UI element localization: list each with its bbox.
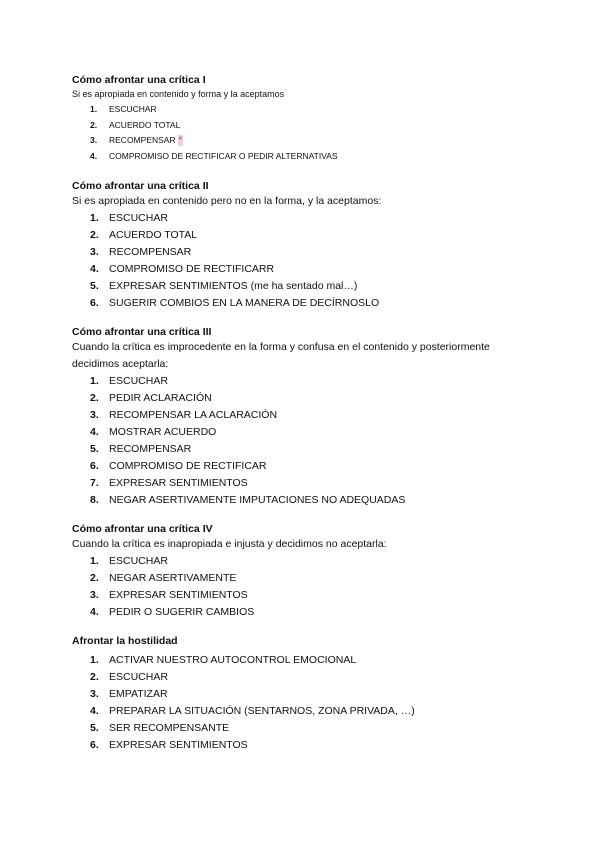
section-heading: Cómo afrontar una crítica III <box>72 326 212 339</box>
list-number: 6. <box>90 297 99 310</box>
list-item <box>72 553 532 570</box>
list-item <box>72 261 532 278</box>
list-item-text: EXPRESAR SENTIMIENTOS <box>109 589 248 602</box>
list-item-text: ACUERDO TOTAL <box>109 119 181 130</box>
list-item-text: ACUERDO TOTAL <box>109 229 198 242</box>
list-number: 8. <box>90 494 99 507</box>
list-item-text: EXPRESAR SENTIMIENTOS <box>109 477 248 490</box>
section-heading: Cómo afrontar una crítica II <box>72 180 209 193</box>
list-number: 5. <box>90 280 99 293</box>
list-item-text: RECOMPENSAR <box>109 135 176 146</box>
list-item <box>72 373 532 390</box>
list-item <box>72 295 532 312</box>
list-number: 3. <box>90 589 99 602</box>
section-intro: Si es apropiada en contenido pero no en la forma, y la aceptamos: <box>72 195 382 208</box>
list-item-text: RECOMPENSAR <box>109 246 192 259</box>
section-hostilidad <box>72 635 532 754</box>
list-item <box>72 686 532 703</box>
list-number: 3. <box>90 135 98 146</box>
list-item <box>72 604 532 621</box>
comment-marker[interactable]: * <box>178 135 183 146</box>
list-item <box>72 441 532 458</box>
list-item <box>72 570 532 587</box>
list-item-text: ESCUCHAR <box>109 671 168 684</box>
list-item <box>72 458 532 475</box>
list-number: 4. <box>90 705 99 718</box>
list-number: 2. <box>90 671 99 684</box>
list-item-text: MOSTRAR ACUERDO <box>109 426 217 439</box>
list-item <box>72 149 532 165</box>
list-item-text: SUGERIR COMBIOS EN LA MANERA DE DECÍRNOSLO <box>109 297 380 310</box>
document-page <box>72 72 532 754</box>
list-item <box>72 102 532 118</box>
section-critica-3 <box>72 326 532 509</box>
list-number: 1. <box>90 654 99 667</box>
list-number: 4. <box>90 606 99 619</box>
list-number: 2. <box>90 229 99 242</box>
list-item-text: NEGAR ASERTIVAMENTE <box>109 572 237 585</box>
list-item-text: PEDIR ACLARACIÓN <box>109 392 212 405</box>
list-item <box>72 407 532 424</box>
numbered-list <box>72 373 532 509</box>
list-number: 2. <box>90 119 98 130</box>
section-intro-line: Cuando la crítica es improcedente en la forma y confusa en el contenido y posteriormente <box>72 341 490 354</box>
list-item <box>72 244 532 261</box>
list-item <box>72 210 532 227</box>
list-item-text: COMPROMISO DE RECTIFICAR <box>109 460 267 473</box>
list-number: 3. <box>90 409 99 422</box>
list-item-text: PREPARAR LA SITUACIÓN (SENTARNOS, ZONA PRIVADA, …) <box>109 705 415 718</box>
list-number: 4. <box>90 150 98 161</box>
list-item-text: ACTIVAR NUESTRO AUTOCONTROL EMOCIONAL <box>109 654 357 667</box>
section-critica-4 <box>72 523 532 621</box>
list-number: 7. <box>90 477 99 490</box>
list-number: 1. <box>90 212 99 225</box>
section-heading: Cómo afrontar una crítica IV <box>72 523 213 536</box>
list-number: 5. <box>90 443 99 456</box>
section-intro-line: decidimos aceptarla: <box>72 358 169 371</box>
list-item-text: ESCUCHAR <box>109 555 168 568</box>
list-item-text: PEDIR O SUGERIR CAMBIOS <box>109 606 255 619</box>
list-number: 2. <box>90 572 99 585</box>
list-item <box>72 669 532 686</box>
list-number: 5. <box>90 722 99 735</box>
section-heading: Afrontar la hostilidad <box>72 635 178 648</box>
list-item <box>72 278 532 295</box>
list-item <box>72 390 532 407</box>
list-item-text: EMPATIZAR <box>109 688 168 701</box>
list-item <box>72 118 532 134</box>
list-item-text: SER RECOMPENSANTE <box>109 722 230 735</box>
list-item <box>72 587 532 604</box>
list-item <box>72 133 532 149</box>
list-number: 3. <box>90 246 99 259</box>
list-number: 4. <box>90 263 99 276</box>
section-critica-1 <box>72 74 532 164</box>
section-intro: Cuando la crítica es inapropiada e injusta y decidimos no aceptarla: <box>72 538 387 551</box>
list-number: 3. <box>90 688 99 701</box>
list-item <box>72 227 532 244</box>
list-item-text: EXPRESAR SENTIMIENTOS (me ha sentado mal…) <box>109 280 358 293</box>
numbered-list <box>72 102 532 164</box>
list-item-text: ESCUCHAR <box>109 104 157 114</box>
list-item <box>72 424 532 441</box>
list-number: 1. <box>90 375 99 388</box>
list-item-text: COMPROMISO DE RECTIFICAR O PEDIR ALTERNATIVAS <box>109 150 338 161</box>
section-intro: Si es apropiada en contenido y forma y la aceptamos <box>72 89 285 99</box>
list-item-text: RECOMPENSAR <box>109 443 192 456</box>
list-item-text: ESCUCHAR <box>109 375 168 388</box>
list-number: 1. <box>90 555 99 568</box>
list-number: 1. <box>90 104 98 114</box>
list-item-text: NEGAR ASERTIVAMENTE IMPUTACIONES NO ADEQUADAS <box>109 494 406 507</box>
numbered-list <box>72 652 532 754</box>
list-item-text: COMPROMISO DE RECTIFICARR <box>109 263 275 276</box>
list-item-text: RECOMPENSAR LA ACLARACIÓN <box>109 409 278 422</box>
list-item <box>72 703 532 720</box>
numbered-list <box>72 210 532 312</box>
list-number: 2. <box>90 392 99 405</box>
section-heading: Cómo afrontar una crítica I <box>72 74 206 86</box>
list-item-text: EXPRESAR SENTIMIENTOS <box>109 739 248 752</box>
section-critica-2 <box>72 180 532 312</box>
list-item <box>72 652 532 669</box>
list-item <box>72 475 532 492</box>
list-item <box>72 737 532 754</box>
list-number: 6. <box>90 460 99 473</box>
list-item-text: ESCUCHAR <box>109 212 168 225</box>
list-number: 6. <box>90 739 99 752</box>
list-item <box>72 492 532 509</box>
numbered-list <box>72 553 532 621</box>
list-number: 4. <box>90 426 99 439</box>
list-item <box>72 720 532 737</box>
